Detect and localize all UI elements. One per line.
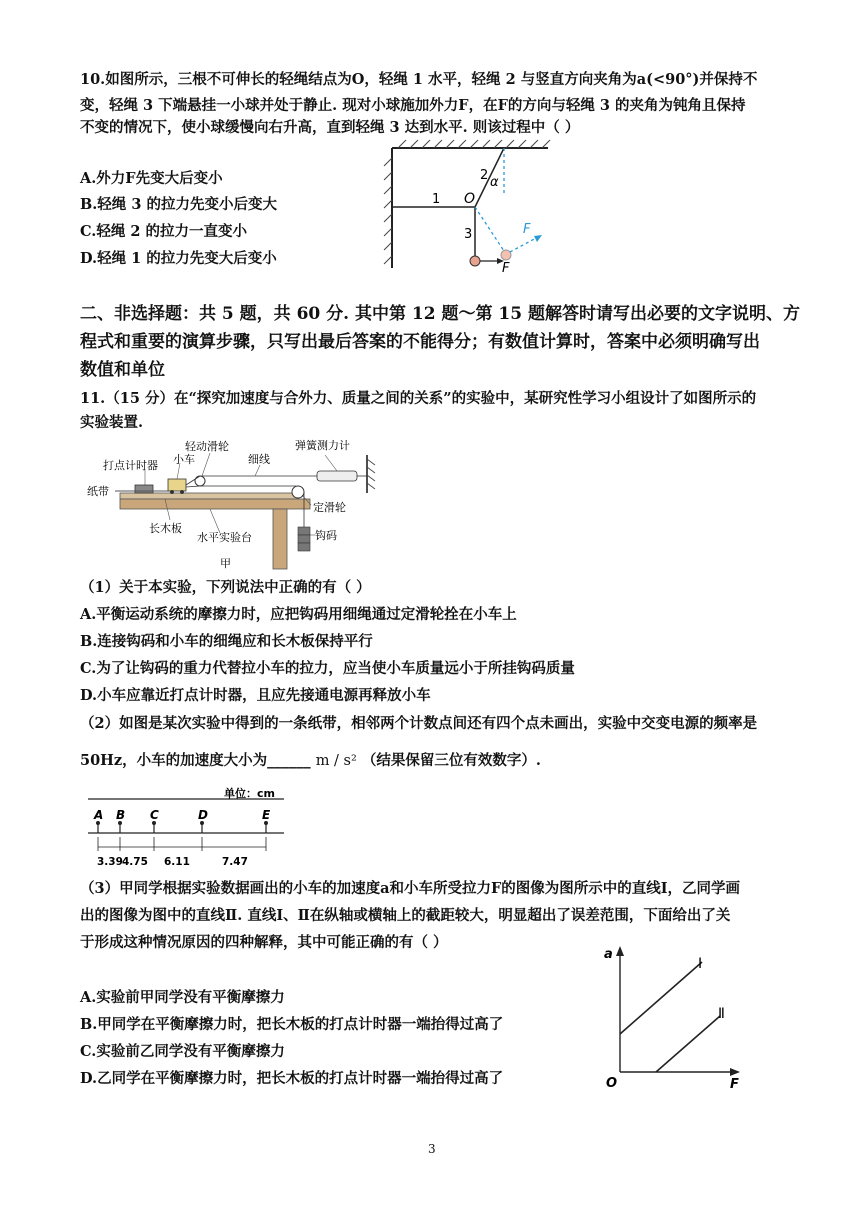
q11-part3-line3: 于形成这种情况原因的四种解释，其中可能正确的有（ ） xyxy=(80,934,448,951)
point-c: C xyxy=(150,808,159,822)
q11-part2-line1: （2）如图是某次实验中得到的一条纸带，相邻两个计数点间还有四个点未画出，实验中交变电源的频率是 xyxy=(80,715,758,732)
label-timer: 打点计时器 xyxy=(103,459,158,472)
q10-option-d: D.轻绳 1 的拉力先变大后变小 xyxy=(80,250,277,267)
q11-part3-option-d: D.乙同学在平衡摩擦力时，把长木板的打点计时器一端抬得过高了 xyxy=(80,1070,504,1087)
q11-part3-line1: （3）甲同学根据实验数据画出的小车的加速度a和小车所受拉力F的图像为图所示中的直线Ⅰ，乙同学画 xyxy=(80,880,741,897)
q11-part3-option-a: A.实验前甲同学没有平衡摩擦力 xyxy=(80,989,285,1006)
accel-unit: m / s² xyxy=(315,753,357,769)
label-cart: 小车 xyxy=(173,453,195,466)
page-number: 3 xyxy=(428,1142,436,1156)
q11-part3-line2: 出的图像为图中的直线Ⅱ. 直线Ⅰ、Ⅱ在纵轴或横轴上的截距较大，明显超出了误差范围，下面给出了关 xyxy=(80,907,731,924)
point-a: A xyxy=(94,808,104,822)
figure-caption: 甲 xyxy=(220,557,231,570)
q11-part1-option-c: C.为了让钩码的重力代替拉小车的拉力，应当使小车质量远小于所挂钩码质量 xyxy=(80,660,575,677)
q11-part1-option-a: A.平衡运动系统的摩擦力时，应把钩码用细绳通过定滑轮拴在小车上 xyxy=(80,606,517,623)
alpha-label: α xyxy=(490,175,499,190)
section2-line1: 二、非选择题：共 5 题，共 60 分. 其中第 12 题～第 15 题解答时请写出必要的文字说明、方 xyxy=(80,304,800,324)
rope3-label: 3 xyxy=(464,227,473,242)
label-board: 长木板 xyxy=(149,522,182,535)
gap-ab: 3.39 xyxy=(97,856,123,868)
part2-prefix: 50Hz，小车的加速度大小为 xyxy=(80,752,268,769)
q11-part1: （1）关于本实验，下列说法中正确的有（ ） xyxy=(80,579,371,596)
a-f-graph xyxy=(598,942,748,1092)
q11-part1-option-d: D.小车应靠近打点计时器，且应先接通电源再释放小车 xyxy=(80,687,431,704)
label-spring-scale: 弹簧测力计 xyxy=(295,439,350,452)
part2-suffix: （结果保留三位有效数字）. xyxy=(361,752,541,769)
section2-line2: 程式和重要的演算步骤，只写出最后答案的不能得分；有数值计算时，答案中必须明确写出 xyxy=(80,332,760,352)
q11-part3-option-b: B.甲同学在平衡摩擦力时，把长木板的打点计时器一端抬得过高了 xyxy=(80,1016,504,1033)
graph-y-label: a xyxy=(604,947,613,962)
graph-origin: O xyxy=(606,1076,618,1091)
q11-line1: 11.（15 分）在“探究加速度与合外力、质量之间的关系”的实验中，某研究性学习小组设计了如图所示的 xyxy=(80,390,757,407)
q10-option-c: C.轻绳 2 的拉力一直变小 xyxy=(80,223,248,240)
graph-x-label: F xyxy=(730,1077,739,1092)
apparatus-figure xyxy=(85,435,385,580)
q10-line1: 10.如图所示，三根不可伸长的轻绳结点为O，轻绳 1 水平，轻绳 2 与竖直方向夹角为a(<90°)并保持不 xyxy=(80,71,758,88)
q11-part3-option-c: C.实验前乙同学没有平衡摩擦力 xyxy=(80,1043,285,1060)
q11-line2: 实验装置. xyxy=(80,414,144,431)
q11-part2-line2 xyxy=(80,751,541,771)
q10-option-a: A.外力F先变大后变小 xyxy=(80,170,223,187)
gap-bc: 4.75 xyxy=(122,856,148,868)
q10-line2: 变，轻绳 3 下端悬挂一小球并处于静止. 现对小球施加外力F，在F的方向与轻绳 3 的夹角为钝角且保持 xyxy=(80,97,746,114)
point-e: E xyxy=(262,808,271,822)
answer-blank: ______ xyxy=(267,752,311,769)
q10-line3: 不变的情况下，使小球缓慢向右升高，直到轻绳 3 达到水平. 则该过程中（ ） xyxy=(80,119,580,136)
force-f-new-label: F xyxy=(523,222,531,237)
node-o-label: O xyxy=(464,191,476,207)
label-weights: 钩码 xyxy=(315,529,337,542)
force-f-label: F xyxy=(502,261,510,273)
gap-cd: 6.11 xyxy=(164,856,190,868)
label-string: 细线 xyxy=(248,453,270,466)
label-table: 水平实验台 xyxy=(197,531,252,544)
q11-part1-option-b: B.连接钩码和小车的细绳应和长木板保持平行 xyxy=(80,633,373,650)
rope1-label: 1 xyxy=(432,192,441,207)
label-fixed-pulley: 定滑轮 xyxy=(313,501,346,514)
rope2-label: 2 xyxy=(480,168,489,183)
q10-option-b: B.轻绳 3 的拉力先变小后变大 xyxy=(80,196,277,213)
point-d: D xyxy=(198,808,208,822)
q10-rope-figure xyxy=(378,138,558,273)
paper-tape-figure xyxy=(84,785,289,870)
gap-de: 7.47 xyxy=(222,856,248,868)
label-moving-pulley: 轻动滑轮 xyxy=(185,440,229,453)
section2-line3: 数值和单位 xyxy=(80,360,165,380)
label-tape: 纸带 xyxy=(87,485,109,498)
tape-unit: 单位：cm xyxy=(224,787,275,800)
point-b: B xyxy=(116,808,126,822)
line-2-label: Ⅱ xyxy=(718,1006,725,1022)
line-1-label: Ⅰ xyxy=(698,956,703,972)
